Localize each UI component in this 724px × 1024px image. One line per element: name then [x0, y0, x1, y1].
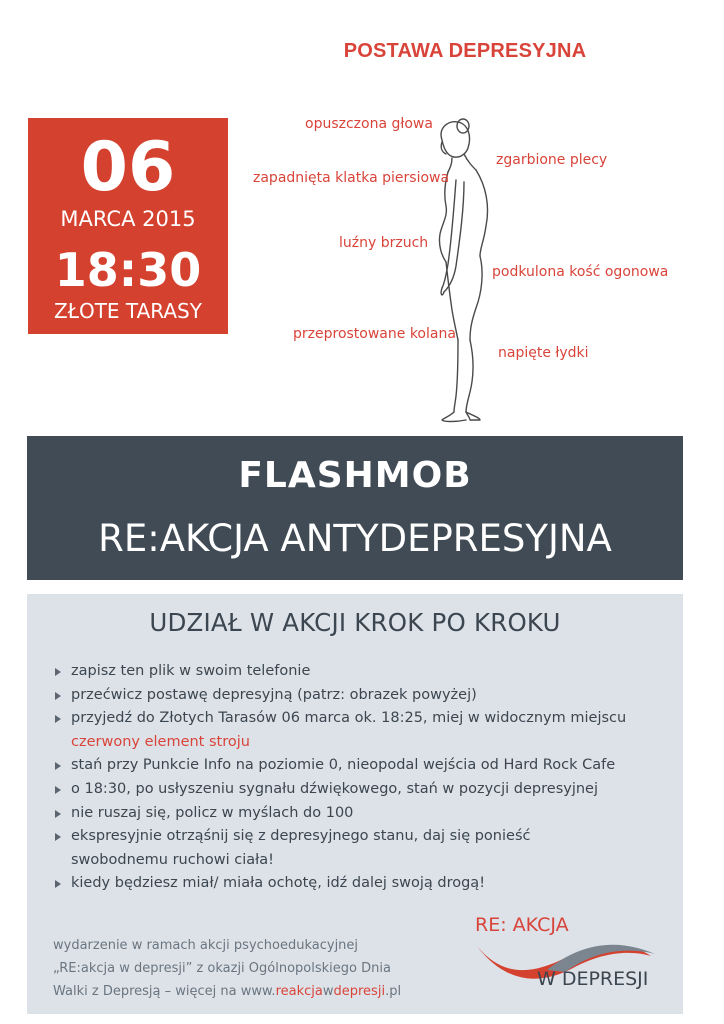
list-item: nie ruszaj się, policz w myślach do 100 — [55, 802, 675, 826]
label-calves: napięte łydki — [498, 345, 589, 361]
steps-list — [55, 660, 675, 896]
label-belly: luźny brzuch — [339, 235, 429, 251]
list-item: kiedy będziesz miał/ miała ochotę, idź dalej swoją drogą! — [55, 872, 675, 896]
label-head: opuszczona głowa — [305, 116, 433, 132]
bullet-icon — [55, 880, 61, 888]
footer-text: wydarzenie w ramach akcji psychoedukacyjnej „RE:akcja w depresji” z okazji Ogólnopolskiego Dnia Walki z Depresją – więcej na www.reakcjawdepresji.pl — [53, 938, 402, 999]
list-item: przećwicz postawę depresyjną (patrz: obrazek powyżej) — [55, 684, 675, 708]
poster-title: POSTAWA DEPRESYJNA — [343, 40, 587, 62]
steps-panel — [27, 594, 683, 1014]
list-item: stań przy Punkcie Info na poziomie 0, nieopodal wejścia od Hard Rock Cafe — [55, 754, 675, 778]
event-place: ZŁOTE TARASY — [54, 299, 202, 323]
bullet-icon — [55, 692, 61, 700]
list-item: ekspresyjnie otrząśnij się z depresyjnego stanu, daj się ponieść swobodnemu ruchowi ciała! — [55, 825, 675, 872]
website-link[interactable]: reakcjawdepresji.pl — [275, 984, 402, 999]
steps-heading: UDZIAŁ W AKCJI KROK PO KROKU — [149, 608, 561, 637]
bullet-icon — [55, 810, 61, 818]
highlight-red-clothing: czerwony element stroju — [71, 733, 250, 750]
banner-subtitle: RE:AKCJA ANTYDEPRESYJNA — [98, 517, 612, 560]
bullet-icon — [55, 668, 61, 676]
event-time: 18:30 — [54, 243, 202, 297]
label-knees: przeprostowane kolana — [293, 326, 456, 342]
label-tailbone: podkulona kość ogonowa — [492, 264, 669, 280]
flashmob-banner — [27, 436, 683, 580]
list-item: o 18:30, po usłyszeniu sygnału dźwiękowego, stań w pozycji depresyjnej — [55, 778, 675, 802]
bullet-icon — [55, 715, 61, 723]
list-item: przyjedź do Złotych Tarasów 06 marca ok. 18:25, miej w widocznym miejscu czerwony element stroju — [55, 707, 675, 754]
reakcja-logo — [473, 912, 663, 998]
logo-line1: RE: AKCJA — [475, 914, 569, 936]
list-item: zapisz ten plik w swoim telefonie — [55, 660, 675, 684]
bullet-icon — [55, 786, 61, 794]
bullet-icon — [55, 762, 61, 770]
bullet-icon — [55, 833, 61, 841]
banner-title: FLASHMOB — [238, 455, 472, 496]
logo-line2: W DEPRESJI — [537, 968, 649, 990]
label-chest: zapadnięta klatka piersiowa — [253, 170, 450, 186]
label-back: zgarbione plecy — [496, 152, 608, 168]
date-box — [28, 118, 228, 334]
event-month: MARCA 2015 — [60, 207, 196, 231]
event-day: 06 — [80, 128, 176, 207]
